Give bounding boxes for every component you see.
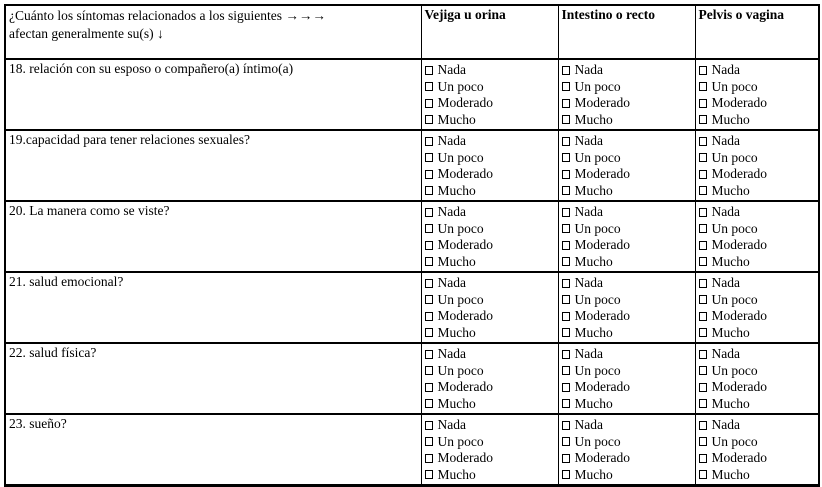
option-label: Mucho	[711, 466, 750, 482]
checkbox-icon[interactable]	[562, 208, 570, 217]
option-label: Nada	[574, 133, 603, 148]
checkbox-option[interactable]	[562, 325, 691, 342]
checkbox-option[interactable]	[562, 221, 691, 238]
checkbox-option[interactable]	[425, 346, 554, 363]
checkbox-option[interactable]	[699, 363, 815, 380]
option-label: Mucho	[574, 182, 613, 198]
option-label: Nada	[437, 133, 466, 148]
checkbox-icon[interactable]	[425, 399, 433, 408]
checkbox-option[interactable]	[562, 292, 691, 309]
checkbox-option[interactable]	[425, 221, 554, 238]
answer-cell	[558, 130, 695, 201]
option-label: Moderado	[574, 95, 630, 110]
checkbox-option[interactable]	[699, 183, 815, 200]
checkbox-icon[interactable]	[562, 153, 570, 162]
checkbox-option[interactable]	[699, 467, 815, 484]
option-label: Moderado	[437, 95, 493, 110]
checkbox-icon[interactable]	[425, 241, 433, 250]
checkbox-option[interactable]	[699, 396, 815, 413]
option-label: Un poco	[574, 291, 621, 307]
option-label: Un poco	[711, 149, 758, 165]
option-label: Un poco	[574, 362, 621, 378]
checkbox-icon[interactable]	[562, 350, 570, 359]
checkbox-icon[interactable]	[699, 115, 707, 124]
answer-cell	[558, 414, 695, 486]
checkbox-option[interactable]	[699, 434, 815, 451]
checkbox-icon[interactable]	[699, 295, 707, 304]
option-label: Mucho	[711, 324, 750, 340]
answer-cell	[558, 201, 695, 272]
answer-cell	[421, 272, 558, 343]
option-label: Un poco	[711, 220, 758, 236]
checkbox-icon[interactable]	[562, 170, 570, 179]
checkbox-option[interactable]	[562, 62, 691, 79]
table-row	[5, 201, 819, 272]
checkbox-option[interactable]	[425, 166, 554, 183]
checkbox-icon[interactable]	[425, 257, 433, 266]
option-label: Moderado	[574, 308, 630, 323]
header-question-line2: afectan generalmente su(s) ↓	[9, 26, 164, 41]
option-label: Mucho	[574, 324, 613, 340]
checkbox-icon[interactable]	[699, 383, 707, 392]
option-label: Nada	[574, 346, 603, 361]
option-label: Un poco	[711, 78, 758, 94]
option-label: Un poco	[711, 362, 758, 378]
option-label: Un poco	[574, 433, 621, 449]
option-label: Moderado	[437, 450, 493, 465]
checkbox-option[interactable]	[562, 346, 691, 363]
question-cell: 22. salud física?	[5, 343, 421, 414]
checkbox-icon[interactable]	[562, 115, 570, 124]
option-label: Moderado	[437, 166, 493, 181]
checkbox-icon[interactable]	[425, 470, 433, 479]
option-label: Nada	[574, 204, 603, 219]
checkbox-option[interactable]	[425, 275, 554, 292]
checkbox-icon[interactable]	[425, 82, 433, 91]
answer-cell	[421, 343, 558, 414]
question-cell: 20. La manera como se viste?	[5, 201, 421, 272]
option-label: Moderado	[574, 379, 630, 394]
checkbox-icon[interactable]	[699, 137, 707, 146]
option-label: Un poco	[437, 220, 484, 236]
checkbox-option[interactable]	[699, 112, 815, 129]
option-label: Moderado	[711, 166, 767, 181]
checkbox-option[interactable]	[562, 308, 691, 325]
checkbox-option[interactable]	[699, 308, 815, 325]
checkbox-icon[interactable]	[562, 454, 570, 463]
checkbox-icon[interactable]	[699, 66, 707, 75]
header-question	[5, 5, 421, 59]
checkbox-option[interactable]	[562, 434, 691, 451]
option-label: Mucho	[711, 111, 750, 127]
option-label: Moderado	[437, 308, 493, 323]
option-label: Nada	[711, 204, 740, 219]
table-row	[5, 272, 819, 343]
checkbox-icon[interactable]	[699, 208, 707, 217]
option-label: Un poco	[574, 149, 621, 165]
checkbox-option[interactable]	[699, 150, 815, 167]
table-row	[5, 343, 819, 414]
answer-cell	[695, 201, 819, 272]
checkbox-option[interactable]	[699, 79, 815, 96]
checkbox-option[interactable]	[699, 254, 815, 271]
option-label: Un poco	[437, 291, 484, 307]
answer-cell	[421, 59, 558, 130]
option-label: Moderado	[711, 237, 767, 252]
checkbox-icon[interactable]	[699, 470, 707, 479]
option-label: Moderado	[574, 166, 630, 181]
checkbox-option[interactable]	[699, 95, 815, 112]
checkbox-option[interactable]	[425, 292, 554, 309]
checkbox-icon[interactable]	[699, 186, 707, 195]
column-header-pelvis: Pelvis o vagina	[695, 5, 819, 59]
checkbox-icon[interactable]	[425, 186, 433, 195]
option-label: Nada	[711, 417, 740, 432]
checkbox-icon[interactable]	[562, 99, 570, 108]
checkbox-icon[interactable]	[699, 153, 707, 162]
checkbox-option[interactable]	[699, 221, 815, 238]
option-label: Un poco	[437, 433, 484, 449]
checkbox-option[interactable]	[699, 204, 815, 221]
checkbox-option[interactable]	[425, 325, 554, 342]
table-body	[5, 59, 819, 486]
option-label: Nada	[711, 133, 740, 148]
checkbox-icon[interactable]	[562, 66, 570, 75]
checkbox-option[interactable]	[425, 396, 554, 413]
option-label: Un poco	[437, 78, 484, 94]
checkbox-icon[interactable]	[562, 312, 570, 321]
checkbox-option[interactable]	[425, 150, 554, 167]
option-label: Moderado	[711, 450, 767, 465]
checkbox-option[interactable]	[699, 450, 815, 467]
option-label: Nada	[711, 346, 740, 361]
checkbox-icon[interactable]	[699, 437, 707, 446]
question-cell: 18. relación con su esposo o compañero(a) íntimo(a)	[5, 59, 421, 130]
checkbox-option[interactable]	[699, 292, 815, 309]
checkbox-option[interactable]	[699, 346, 815, 363]
checkbox-option[interactable]	[562, 379, 691, 396]
option-label: Nada	[711, 275, 740, 290]
option-label: Moderado	[437, 237, 493, 252]
checkbox-option[interactable]	[425, 467, 554, 484]
checkbox-icon[interactable]	[425, 115, 433, 124]
checkbox-option[interactable]	[425, 95, 554, 112]
checkbox-icon[interactable]	[562, 295, 570, 304]
checkbox-option[interactable]	[699, 417, 815, 434]
option-label: Mucho	[437, 182, 476, 198]
option-label: Moderado	[711, 379, 767, 394]
checkbox-icon[interactable]	[425, 312, 433, 321]
column-header-intestino: Intestino o recto	[558, 5, 695, 59]
checkbox-option[interactable]	[562, 79, 691, 96]
checkbox-icon[interactable]	[699, 170, 707, 179]
checkbox-icon[interactable]	[425, 99, 433, 108]
answer-cell	[421, 201, 558, 272]
checkbox-icon[interactable]	[699, 257, 707, 266]
option-label: Un poco	[574, 78, 621, 94]
checkbox-icon[interactable]	[562, 399, 570, 408]
option-label: Nada	[437, 62, 466, 77]
answer-cell	[421, 414, 558, 486]
checkbox-option[interactable]	[562, 417, 691, 434]
answer-cell	[695, 59, 819, 130]
option-label: Mucho	[437, 111, 476, 127]
answer-cell	[695, 343, 819, 414]
checkbox-option[interactable]	[562, 133, 691, 150]
checkbox-option[interactable]	[425, 133, 554, 150]
checkbox-option[interactable]	[562, 183, 691, 200]
checkbox-icon[interactable]	[425, 153, 433, 162]
checkbox-option[interactable]	[562, 254, 691, 271]
checkbox-option[interactable]	[699, 237, 815, 254]
checkbox-icon[interactable]	[562, 257, 570, 266]
checkbox-icon[interactable]	[425, 137, 433, 146]
option-label: Mucho	[574, 253, 613, 269]
option-label: Un poco	[711, 433, 758, 449]
checkbox-icon[interactable]	[562, 383, 570, 392]
table-row	[5, 414, 819, 486]
checkbox-icon[interactable]	[562, 137, 570, 146]
answer-cell	[558, 272, 695, 343]
option-label: Nada	[437, 417, 466, 432]
checkbox-option[interactable]	[425, 417, 554, 434]
option-label: Mucho	[437, 395, 476, 411]
checkbox-option[interactable]	[562, 450, 691, 467]
checkbox-option[interactable]	[425, 450, 554, 467]
checkbox-icon[interactable]	[699, 279, 707, 288]
checkbox-icon[interactable]	[699, 350, 707, 359]
checkbox-icon[interactable]	[699, 454, 707, 463]
option-label: Mucho	[437, 324, 476, 340]
option-label: Mucho	[437, 253, 476, 269]
checkbox-option[interactable]	[562, 396, 691, 413]
question-cell: 23. sueño?	[5, 414, 421, 486]
option-label: Un poco	[437, 149, 484, 165]
option-label: Moderado	[574, 237, 630, 252]
checkbox-option[interactable]	[699, 325, 815, 342]
checkbox-icon[interactable]	[425, 279, 433, 288]
option-label: Un poco	[574, 220, 621, 236]
table-row	[5, 130, 819, 201]
option-label: Nada	[437, 204, 466, 219]
option-label: Moderado	[711, 308, 767, 323]
questionnaire-table	[4, 4, 820, 487]
option-label: Moderado	[711, 95, 767, 110]
checkbox-option[interactable]	[562, 150, 691, 167]
option-label: Un poco	[711, 291, 758, 307]
checkbox-icon[interactable]	[425, 350, 433, 359]
option-label: Moderado	[574, 450, 630, 465]
option-label: Mucho	[711, 182, 750, 198]
checkbox-icon[interactable]	[562, 421, 570, 430]
column-header-vejiga: Vejiga u orina	[421, 5, 558, 59]
checkbox-icon[interactable]	[425, 421, 433, 430]
table-row	[5, 59, 819, 130]
option-label: Nada	[574, 275, 603, 290]
option-label: Mucho	[574, 466, 613, 482]
checkbox-option[interactable]	[562, 95, 691, 112]
option-label: Nada	[711, 62, 740, 77]
checkbox-icon[interactable]	[425, 66, 433, 75]
checkbox-option[interactable]	[699, 62, 815, 79]
answer-cell	[695, 414, 819, 486]
header-row	[5, 5, 819, 59]
checkbox-icon[interactable]	[699, 224, 707, 233]
checkbox-icon[interactable]	[425, 383, 433, 392]
option-label: Nada	[437, 275, 466, 290]
option-label: Mucho	[437, 466, 476, 482]
option-label: Mucho	[711, 395, 750, 411]
answer-cell	[421, 130, 558, 201]
checkbox-icon[interactable]	[425, 454, 433, 463]
checkbox-icon[interactable]	[699, 399, 707, 408]
checkbox-option[interactable]	[562, 237, 691, 254]
checkbox-icon[interactable]	[562, 328, 570, 337]
answer-cell	[695, 272, 819, 343]
checkbox-option[interactable]	[425, 379, 554, 396]
checkbox-icon[interactable]	[425, 170, 433, 179]
header-question-line1: ¿Cuánto los síntomas relacionados a los siguientes →→→	[9, 8, 326, 23]
checkbox-option[interactable]	[425, 62, 554, 79]
checkbox-option[interactable]	[562, 112, 691, 129]
checkbox-icon[interactable]	[425, 224, 433, 233]
checkbox-option[interactable]	[562, 166, 691, 183]
checkbox-icon[interactable]	[562, 241, 570, 250]
checkbox-option[interactable]	[699, 133, 815, 150]
checkbox-icon[interactable]	[425, 208, 433, 217]
checkbox-icon[interactable]	[425, 437, 433, 446]
checkbox-icon[interactable]	[562, 82, 570, 91]
checkbox-icon[interactable]	[699, 82, 707, 91]
checkbox-icon[interactable]	[562, 186, 570, 195]
checkbox-icon[interactable]	[699, 328, 707, 337]
checkbox-option[interactable]	[425, 254, 554, 271]
checkbox-option[interactable]	[425, 363, 554, 380]
checkbox-option[interactable]	[699, 379, 815, 396]
option-label: Moderado	[437, 379, 493, 394]
checkbox-option[interactable]	[699, 275, 815, 292]
answer-cell	[558, 59, 695, 130]
checkbox-option[interactable]	[562, 363, 691, 380]
checkbox-option[interactable]	[425, 79, 554, 96]
option-label: Mucho	[574, 395, 613, 411]
checkbox-icon[interactable]	[425, 366, 433, 375]
option-label: Nada	[437, 346, 466, 361]
checkbox-icon[interactable]	[562, 437, 570, 446]
checkbox-icon[interactable]	[699, 421, 707, 430]
checkbox-option[interactable]	[425, 183, 554, 200]
checkbox-option[interactable]	[562, 204, 691, 221]
option-label: Mucho	[711, 253, 750, 269]
answer-cell	[695, 130, 819, 201]
checkbox-option[interactable]	[562, 275, 691, 292]
checkbox-icon[interactable]	[699, 99, 707, 108]
checkbox-icon[interactable]	[699, 366, 707, 375]
checkbox-option[interactable]	[699, 166, 815, 183]
checkbox-icon[interactable]	[425, 295, 433, 304]
checkbox-option[interactable]	[425, 112, 554, 129]
checkbox-icon[interactable]	[425, 328, 433, 337]
checkbox-option[interactable]	[425, 237, 554, 254]
checkbox-icon[interactable]	[562, 279, 570, 288]
answer-cell	[558, 343, 695, 414]
checkbox-icon[interactable]	[562, 224, 570, 233]
option-label: Mucho	[574, 111, 613, 127]
option-label: Un poco	[437, 362, 484, 378]
checkbox-icon[interactable]	[562, 366, 570, 375]
scanned-questionnaire-page	[4, 4, 820, 487]
question-cell: 19.capacidad para tener relaciones sexuales?	[5, 130, 421, 201]
question-cell: 21. salud emocional?	[5, 272, 421, 343]
checkbox-option[interactable]	[562, 467, 691, 484]
option-label: Nada	[574, 417, 603, 432]
checkbox-option[interactable]	[425, 204, 554, 221]
checkbox-icon[interactable]	[699, 312, 707, 321]
checkbox-icon[interactable]	[562, 470, 570, 479]
checkbox-option[interactable]	[425, 434, 554, 451]
option-label: Nada	[574, 62, 603, 77]
checkbox-icon[interactable]	[699, 241, 707, 250]
checkbox-option[interactable]	[425, 308, 554, 325]
